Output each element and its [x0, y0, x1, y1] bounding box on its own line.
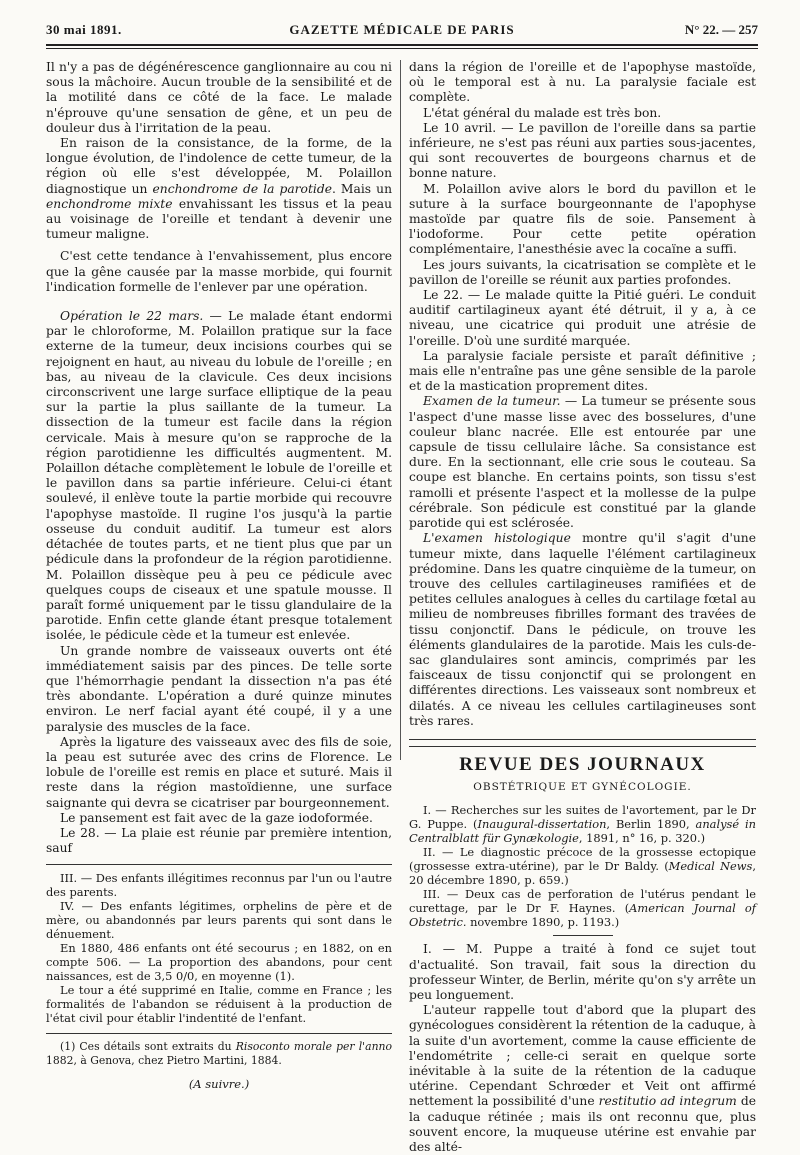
continued-section [46, 871, 392, 1025]
paragraph: Le tour a été supprimé en Italie, comme en France ; les formalités de l'abandon se réduisent à la production de l'état civil pour établir l'indentité de l'enfant. [46, 983, 392, 1026]
column-divider [400, 60, 401, 760]
footnote: (1) Ces détails sont extraits du Risoconto morale per l'anno 1882, à Genova, chez Pietro Martini, 1884. [46, 1040, 392, 1067]
paragraph: III. — Des enfants illégitimes reconnus par l'un ou l'autre des parents. [46, 871, 392, 900]
paragraph: Le 28. — La plaie est réunie par première intention, sauf [46, 825, 392, 856]
paragraph: IV. — Des enfants légitimes, orphelins de père et de mère, ou abandonnés par leurs parents qui sont dans le dénuement. [46, 899, 392, 942]
reference-item: I. — Recherches sur les suites de l'avortement, par le Dr G. Puppe. (Inaugural-dissertation, Berlin 1890, analysé in Centralblatt für Gynækologie, 1891, n° 16, p. 320.) [409, 803, 756, 846]
paragraph: Examen de la tumeur. — La tumeur se présente sous l'aspect d'une masse lisse avec des bosselures, d'une couleur blanc nacrée. Elle est entourée par une capsule de tissu cellulaire lâche. Sa consistance est dure. En la sectionnant, elle crie sous le couteau. Sa coupe est blanche. En certains points, son tissu s'est ramolli et présente l'aspect et la mollesse de la pulpe cérébrale. Son pédicule est constitué par la glande parotide qui est sclérosée. [409, 394, 756, 531]
paragraph: Le 22. — Le malade quitte la Pitié guéri. Le conduit auditif cartilagineux ayant été détruit, il y a, à ce niveau, une cicatrice qui produit une atrésie de l'oreille. D'où une surdité marquée. [409, 288, 756, 348]
revue-title: REVUE DES JOURNAUX [459, 753, 706, 775]
paragraph: dans la région de l'oreille et de l'apophyse mastoïde, où le temporal est à nu. La paralysie faciale est complète. [409, 60, 756, 105]
paragraph: I. — M. Puppe a traité à fond ce sujet tout d'actualité. Son travail, fait sous la direction du professeur Winter, de Berlin, mérite qu'on s'y arrête un peu longuement. [409, 942, 756, 1002]
issue-date: 30 mai 1891. [46, 22, 122, 37]
paragraph: Le pansement est fait avec de la gaze iodoformée. [60, 810, 373, 825]
journal-title: GAZETTE MÉDICALE DE PARIS [289, 22, 515, 37]
section-divider-thin [409, 746, 756, 747]
header-rule [46, 44, 758, 46]
paragraph: C'est cette tendance à l'envahissement, plus encore que la gêne causée par la masse morbide, qui fournit l'indication formelle de l'enlever par une opération. [46, 249, 392, 294]
section-divider [46, 864, 392, 865]
section-divider [409, 739, 756, 740]
to-be-continued: (A suivre.) [188, 1077, 250, 1092]
paragraph: Les jours suivants, la cicatrisation se complète et le pavillon de l'oreille se réunit aux parties profondes. [409, 257, 756, 287]
paragraph: Après la ligature des vaisseaux avec des fils de soie, la peau est suturée avec des crins de Florence. Le lobule de l'oreille est remis en place et suturé. Mais il reste dans la région mastoïdienne, une surface saignante qui devra se cicatriser par bourgeonnement. [46, 734, 392, 810]
paragraph: Le 10 avril. — Le pavillon de l'oreille dans sa partie inférieure, ne s'est pas réuni aux parties sous-jacentes, qui sont recouvertes de bourgeons charnus et de bonne nature. [409, 120, 756, 181]
page-number: N° 22. — 257 [684, 22, 758, 37]
header-rule-thin [46, 48, 758, 49]
paragraph: La paralysie faciale persiste et paraît définitive ; mais elle n'entraîne pas une gêne sensible de la parole et de la mastication proprement dites. [409, 348, 756, 394]
left-column [46, 60, 393, 1092]
short-divider [553, 935, 613, 936]
paragraph: Il n'y a pas de dégénérescence ganglionnaire au cou ni sous la mâchoire. Aucun trouble de la sensibilité et de la motilité dans ce côté de la face. Le malade n'éprouve qu'une sensation de gêne, et un peu de douleur dus à l'irritation de la peau. [46, 60, 392, 135]
section-heading: Opération le 22 mars. [60, 309, 204, 324]
reference-list [409, 803, 756, 929]
paragraph: Un grande nombre de vaisseaux ouverts ont été immédiatement saisis par des pinces. De telle sorte que l'hémorrhagie pendant la dissection n'a pas été très abondante. L'opération a duré quinze minutes environ. Le nerf facial ayant été coupé, il y a une paralysie des muscles de la face. [46, 643, 392, 734]
right-column [409, 60, 757, 1154]
paragraph: M. Polaillon avive alors le bord du pavillon et le suture à la surface bourgeonnante de l'apophyse mastoïde par quatre fils de soie. Pansement à l'iodoforme. Pour cette petite opération complémentaire, l'anesthésie avec la cocaïne a suffi. [409, 181, 756, 257]
paragraph: En 1880, 486 enfants ont été secourus ; en 1882, on en compte 506. — La proportion des abandons, pour cent naissances, est de 3,5 0/0, en moyenne (1). [46, 941, 392, 984]
revue-subtitle: OBSTÉTRIQUE ET GYNÉCOLOGIE. [473, 781, 692, 794]
section-heading: Examen de la tumeur. [423, 394, 561, 409]
paragraph: L'état général du malade est très bon. [423, 105, 662, 120]
reference-item: II. — Le diagnostic précoce de la grossesse ectopique (grossesse extra-utérine), par le Dr Baldy. (Medical News, 20 décembre 1890, p. 659.) [409, 845, 756, 888]
paragraph: L'examen histologique montre qu'il s'agit d'une tumeur mixte, dans laquelle l'élément cartilagineux prédomine. Dans les quatre cinquième de la tumeur, on trouve des cellules cartilagineuses ramifiées et de petites cellules analogues à celles du cartilage fœtal au milieu de nombreuses fibrilles formant des travées de tissu conjonctif. Dans le pédicule, on trouve les éléments glandulaires de la parotide. Mais les culs-de-sac glandulaires sont amincis, comprimés par les faisceaux de tissu conjonctif qui se prolongent en différentes directions. Les vaisseaux sont nombreux et dilatés. A ce niveau les cellules cartilagineuses sont très rares. [409, 531, 757, 728]
page-header [46, 22, 758, 44]
reference-item: III. — Deux cas de perforation de l'utérus pendant le curettage, par le Dr F. Haynes. (American Journal of Obstetric. novembre 1890, p. 1193.) [409, 887, 757, 930]
paragraph: En raison de la consistance, de la forme, de la longue évolution, de l'indolence de cette tumeur, de la région où elle s'est développée, M. Polaillon diagnostique un enchondrome de la parotide. Mais un enchondrome mixte envahissant les tissus et la peau au voisinage de l'oreille et tendant à devenir une tumeur maligne. [46, 136, 392, 242]
paragraph: Opération le 22 mars. — Le malade étant endormi par le chloroforme, M. Polaillon pratique sur la face externe de la tumeur, deux incisions courbes qui se rejoignent en haut, au niveau du lobule de l'oreille ; en bas, au niveau de la clavicule. Ces deux incisions circonscrivent une large surface elliptique de la peau sur la partie la plus saillante de la tumeur. La dissection de la tumeur est facile dans la région cervicale. Mais à mesure qu'on se rapproche de la région parotidienne les difficultés augmentent. M. Polaillon détache complètement le lobule de l'oreille et le pavillon dans sa partie inférieure. Celui-ci étant soulevé, il enlève toute la partie morbide qui recouvre l'apophyse mastoïde. Il rugine l'os jusqu'à la partie osseuse du conduit auditif. La tumeur est alors détachée de toutes parts, et ne tient plus que par un pédicule dans la profondeur de la région parotidienne. M. Polaillon dissèque peu à peu ce pédicule avec quelques coups de ciseaux et une spatule mousse. Il paraît formé uniquement par le tissu glandulaire de la parotide. Enfin cette glande étant presque totalement isolée, le pédicule cède et la tumeur est enlevée. [46, 309, 393, 643]
paragraph: L'auteur rappelle tout d'abord que la plupart des gynécologues considèrent la rétention de la caduque, à la suite d'un avortement, comme la cause efficiente de l'endométrite ; celle-ci serait en quelque sorte inévitable à la suite de la rétention de la caduque utérine. Cependant Schrœder et Veit ont affirmé nettement la possibilité d'une restitutio ad integrum de la caduque rétinée ; mais ils ont reconnu que, plus souvent encore, la muqueuse utérine est envahie par des alté- [409, 1003, 756, 1154]
